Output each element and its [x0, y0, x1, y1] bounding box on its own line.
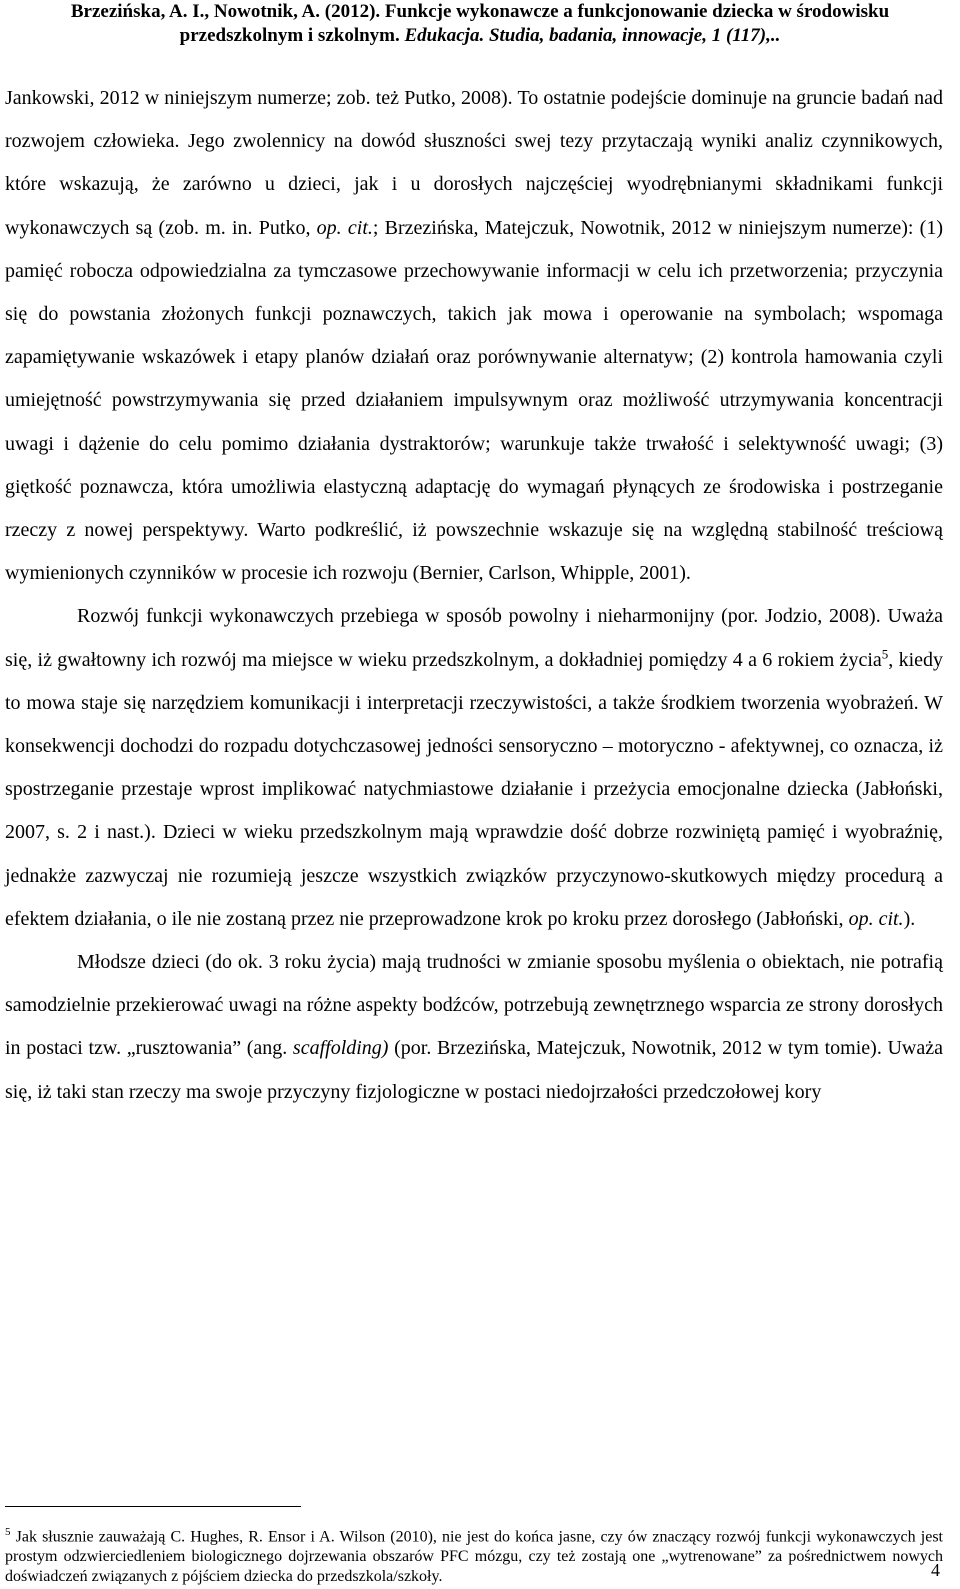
paragraph-1-text-a: Jankowski, 2012 w niniejszym numerze; zob. też Putko, 2008). To ostatnie podejście dominuje na gruncie badań nad rozwojem człowieka. Jego zwolennicy na dowód słuszności swej tezy przytaczają wyniki analiz czynnikowych, które wskazują, że zarówno u dzieci, jak i u dorosłych najczęściej wyodrębnianymi składnikami funkcji wykonawczych są (zob. m. in. Putko,	[5, 87, 943, 239]
footnote-number: 5	[5, 1526, 11, 1538]
paragraph-2-text-a: Rozwój funkcji wykonawczych przebiega w sposób powolny i nieharmonijny (por. Jodzio, 2008). Uważa się, iż gwałtowny ich rozwój ma miejsce w wieku przedszkolnym, a dokładniej pomiędzy 4 a 6 rokiem życia	[5, 605, 943, 671]
paragraph-1-citation: op. cit.	[316, 216, 373, 239]
footnote-separator	[5, 1506, 301, 1507]
footnote-reference[interactable]: 5	[881, 645, 889, 661]
paragraph-2-text-b: , kiedy to mowa staje się narzędziem komunikacji i interpretacji rzeczywistości, a także środkiem tworzenia wyobrażeń. W konsekwencji dochodzi do rozpadu dotychczasowej jedności sensoryczno – motoryczno - afektywnej, co oznacza, iż spostrzeganie przestaje wprost implikować natychmiastowe działanie i przeżycia emocjonalne dziecka (Jabłoński, 2007, s. 2 i nast.). Dzieci w wieku przedszkolnym mają wprawdzie dość dobrze rozwiniętą pamięć i wyobraźnię, jednakże zazwyczaj nie rozumieją jeszcze wszystkich związków przyczynowo-skutkowych między procedurą a efektem działania, o ile nie zostaną przez nie przeprowadzone krok po kroku przez dorosłego (Jabłoński,	[5, 648, 943, 930]
header-line-2	[0, 24, 960, 48]
paragraph-3-term: scaffolding)	[292, 1037, 389, 1060]
paragraph-3	[5, 941, 943, 1114]
paragraph-1	[5, 77, 943, 595]
paragraph-2-citation: op. cit.	[848, 907, 904, 930]
paragraph-1-text-c: ; Brzezińska, Matejczuk, Nowotnik, 2012 w niniejszym numerze): (1) pamięć robocza odpowiedzialna za tymczasowe przechowywanie informacji w celu ich przetworzenia; przyczynia się do powstania złożonych funkcji poznawczych, takich jak mowa i operowanie na symbolach; wspomaga zapamiętywanie wskazówek i etapy planów działań oraz porównywanie alternatyw; (2) kontrola hamowania czyli umiejętność powstrzymywania się przed działaniem impulsywnym oraz możliwość utrzymywania koncentracji uwagi i dążenie do celu pomimo działania dystraktorów; warunkuje także trwałość i selektywność uwagi; (3) giętkość poznawcza, która umożliwia elastyczną adaptację do wymagań płynących ze środowiska i postrzeganie rzeczy z nowej perspektywy. Warto podkreślić, iż powszechnie wskazuje się na względną stabilność treściową wymienionych czynników w procesie ich rozwoju (Bernier, Carlson, Whipple, 2001).	[5, 216, 943, 585]
page-number: 4	[931, 1560, 940, 1580]
paragraph-2	[5, 595, 943, 941]
paragraph-3-text-c: (por. Brzezińska, Matejczuk, Nowotnik, 2012 w tym tomie). Uważa się, iż taki stan rzeczy ma swoje przyczyny fizjologiczne w postaci niedojrzałości przedczołowej kory	[5, 1037, 943, 1103]
paragraph-2-text-d: ).	[903, 907, 916, 930]
header-journal-title: Edukacja. Studia, badania, innowacje	[404, 25, 703, 46]
footnote	[5, 1522, 943, 1587]
body-text	[5, 77, 943, 1114]
footnote-text: Jak słusznie zauważają C. Hughes, R. Ensor i A. Wilson (2010), nie jest do końca jasne, czy ów znaczący rozwój funkcji wykonawczych jest prostym odzwierciedleniem biologicznego dojrzewania obszarów PFC mózgu, czy też zostają one „wytrenowane” za pośrednictwem nowych doświadczeń związanych z pójściem dziecka do przedszkola/szkoły.	[5, 1528, 943, 1586]
header-line-1: Brzezińska, A. I., Nowotnik, A. (2012). Funkcje wykonawcze a funkcjonowanie dziecka w środowisku	[70, 1, 890, 22]
running-header	[0, 0, 960, 48]
paragraph-3-text-a: Młodsze dzieci (do ok. 3 roku życia) mają trudności w zmianie sposobu myślenia o obiektach, nie potrafią samodzielnie przekierować uwagi na różne aspekty bodźców, potrzebują zewnętrznego wsparcia ze strony dorosłych in postaci tzw. „rusztowania” (ang.	[5, 951, 943, 1060]
header-issue: , 1 (117),..	[702, 25, 781, 46]
header-authors-cont: przedszkolnym i szkolnym.	[179, 25, 405, 46]
